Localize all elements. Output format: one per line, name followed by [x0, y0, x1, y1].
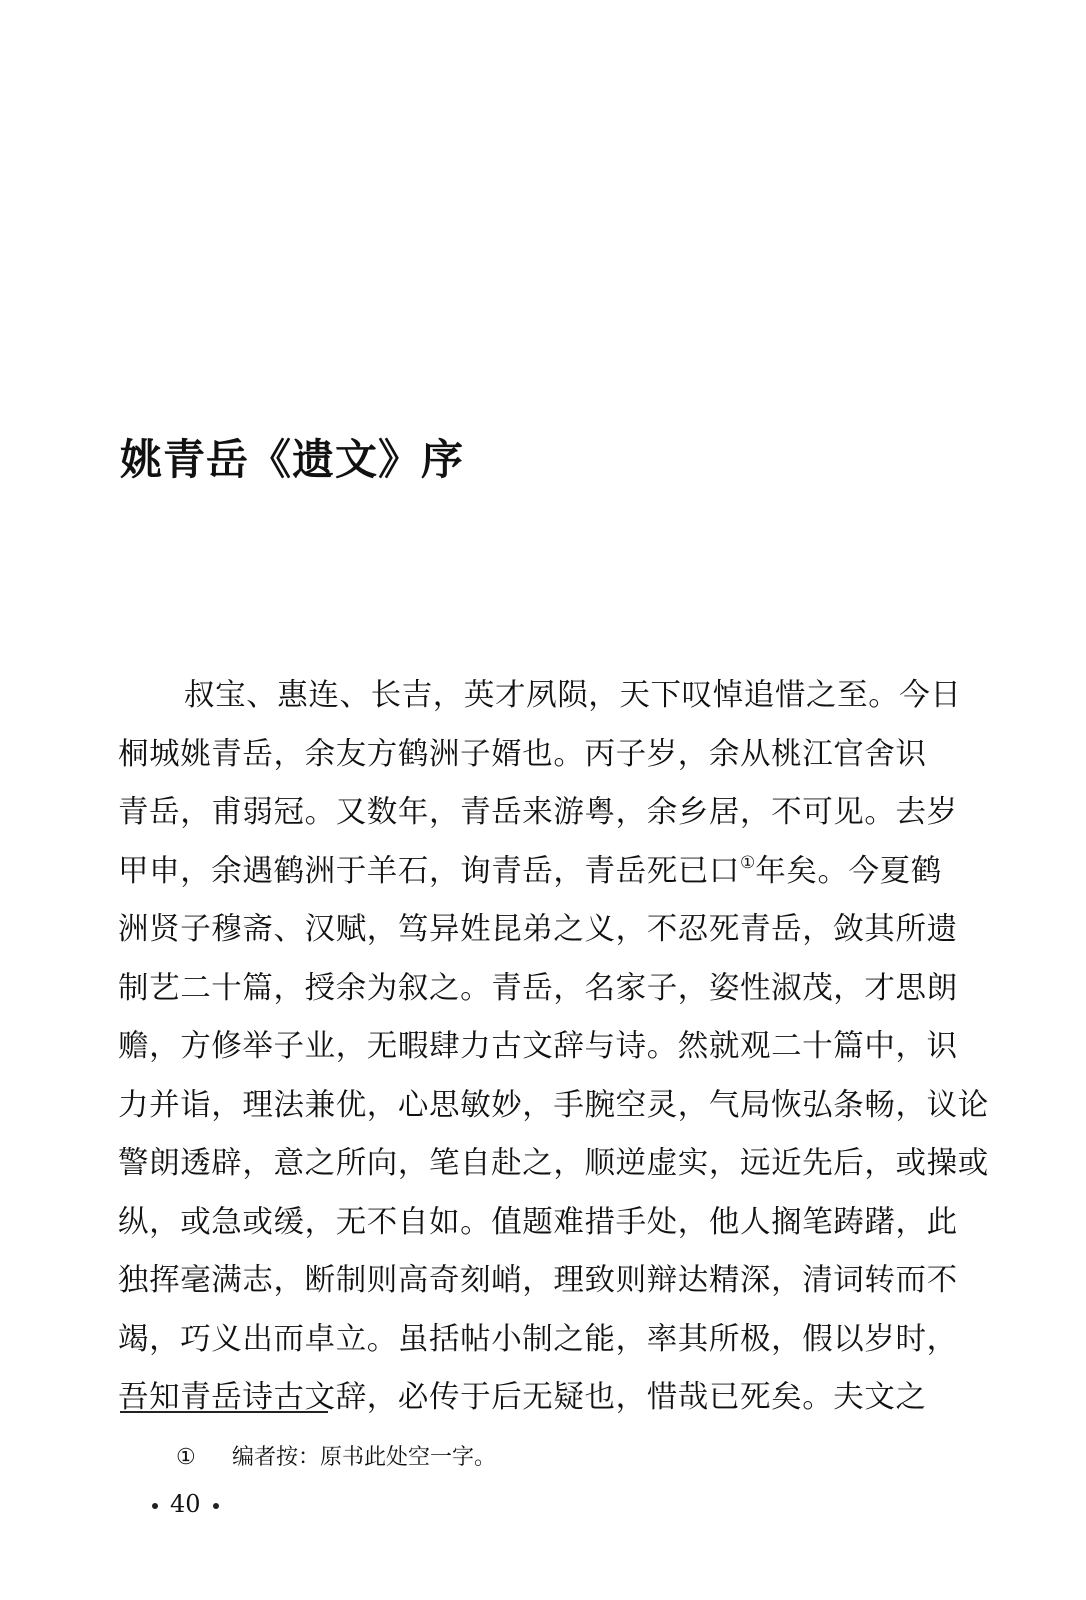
text-line: 纵，或急或缓，无不自如。值题难措手处，他人搁笔踌躇，此 — [118, 1204, 958, 1240]
footnote-reference: ① — [740, 852, 756, 873]
text-line: 青岳，甫弱冠。又数年，青岳来游粤，余乡居，不可见。去岁 — [118, 795, 958, 830]
text-line: 赡，方修举子业，无暇肆力古文辞与诗。然就观二十篇中，识 — [118, 1029, 958, 1064]
text-segment: 年矣。今夏鹤 — [755, 853, 942, 889]
bullet-dot-icon — [213, 1503, 219, 1509]
text-line: 桐城姚青岳，余友方鹤洲子婿也。丙子岁，余从桃江官舍识 — [118, 736, 927, 772]
footnote — [176, 1443, 496, 1473]
text-line: 吾知青岳诗古文辞，必传于后无疑也，惜哉已死矣。夫文之 — [118, 1380, 927, 1415]
text-line: 制艺二十篇，授余为叙之。青岳，名家子，姿性淑茂，才思朗 — [118, 970, 958, 1006]
text-line: 力并诣，理法兼优，心思敏妙，手腕空灵，气局恢弘条畅，议论 — [118, 1087, 989, 1123]
page-number-value: 40 — [170, 1490, 201, 1518]
footnote-text: 编者按：原书此处空一字。 — [232, 1445, 497, 1470]
text-line: 独挥毫满志，断制则高奇刻峭，理致则辩达精深，清词转而不 — [118, 1263, 958, 1298]
body-text — [118, 667, 989, 1428]
footnote-marker: ① — [176, 1445, 196, 1470]
page-number — [140, 1488, 231, 1520]
text-line: 竭，巧义出而卓立。虽括帖小制之能，率其所极，假以岁时， — [118, 1321, 958, 1357]
text-segment: 甲申，余遇鹤洲于羊石，询青岳，青岳死已口 — [118, 853, 740, 889]
bullet-dot-icon — [152, 1503, 158, 1509]
footnote-divider — [120, 1411, 328, 1413]
text-line-with-footnote — [118, 843, 960, 902]
text-line: 叔宝、惠连、长吉，英才夙陨，天下叹悼追惜之至。今日 — [184, 678, 962, 713]
text-line: 洲贤子穆斋、汉赋，笃异姓昆弟之义，不忍死青岳，敛其所遗 — [118, 912, 958, 947]
text-line: 警朗透辟，意之所向，笔自赴之，顺逆虚实，远近先后，或操或 — [118, 1146, 989, 1181]
page-title: 姚青岳《遗文》序 — [120, 435, 465, 485]
